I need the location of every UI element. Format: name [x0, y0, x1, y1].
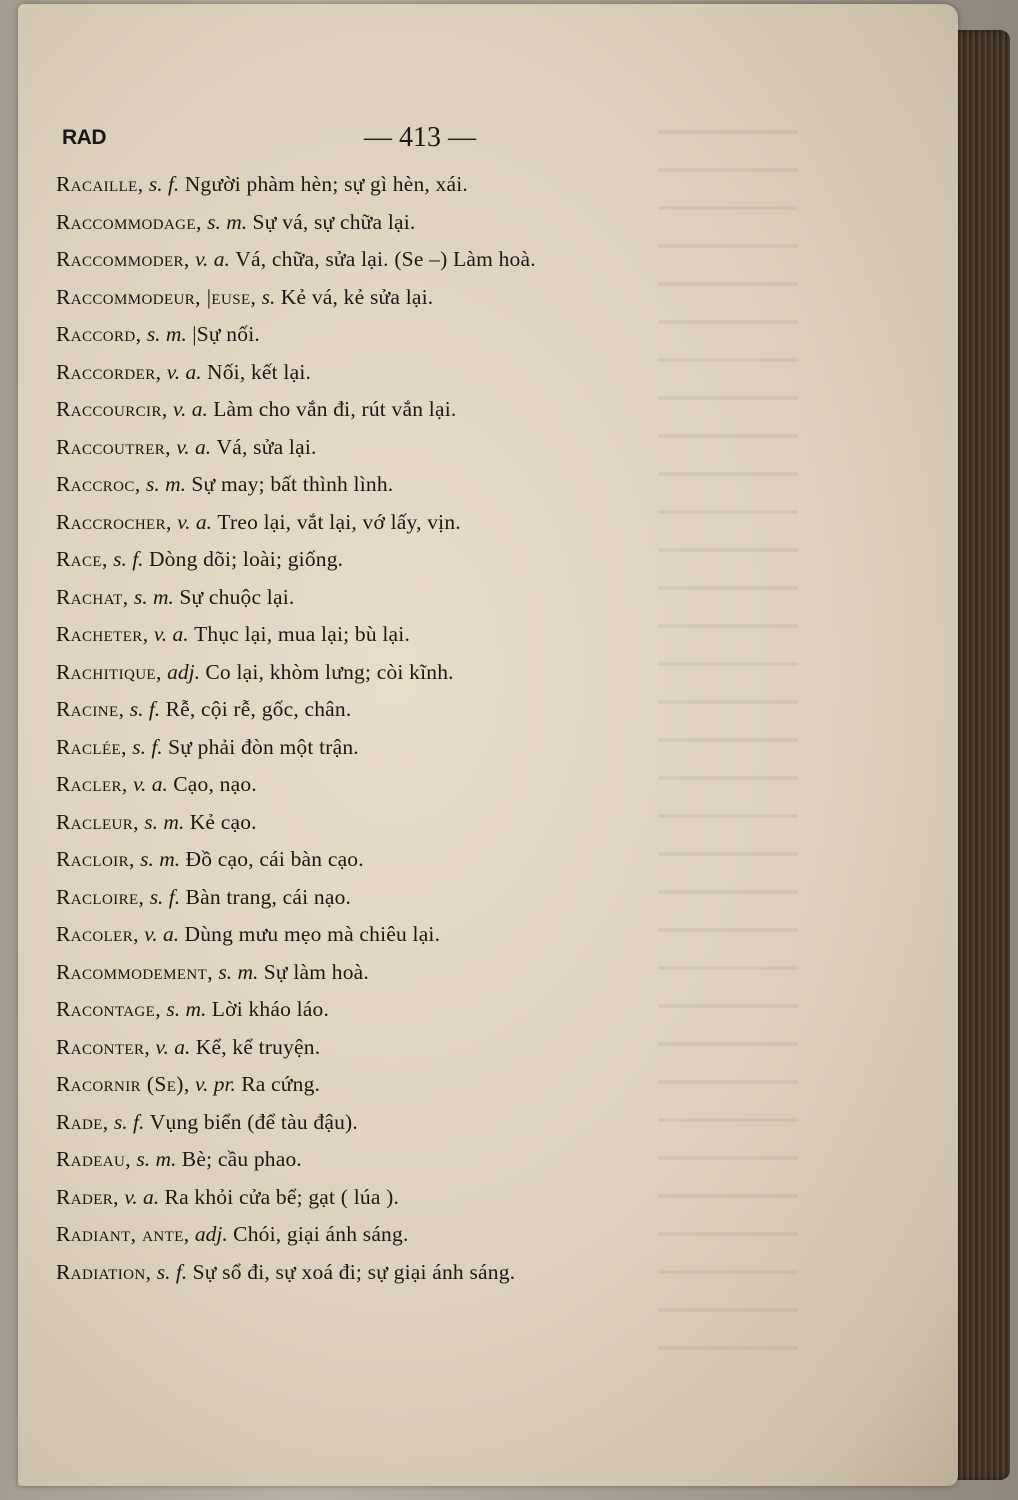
entry-headword: Racleur,: [56, 809, 139, 834]
dictionary-entry: [56, 616, 716, 654]
entry-grammar: s.: [261, 284, 276, 309]
entry-gloss: Ra cứng.: [241, 1072, 321, 1096]
entry-list: [56, 166, 716, 1291]
entry-gloss: Người phàm hèn; sự gì hèn, xái.: [184, 172, 468, 196]
entry-gloss: Thục lại, mua lại; bù lại.: [194, 622, 411, 646]
entry-gloss: |Sự nối.: [192, 322, 260, 346]
running-head: RAD: [62, 126, 106, 149]
entry-headword: Raccrocher,: [56, 509, 172, 534]
entry-gloss: Kẻ vá, kẻ sửa lại.: [280, 284, 434, 309]
entry-headword: Raccroc,: [56, 472, 141, 496]
entry-headword: Radeau,: [56, 1147, 132, 1171]
dictionary-entry: [56, 916, 716, 954]
dictionary-entry: [56, 579, 716, 617]
entry-headword: Raccommodage,: [56, 209, 202, 234]
entry-headword: Raccord,: [56, 322, 142, 346]
entry-headword: Raccorder,: [56, 359, 162, 384]
entry-gloss: Đồ cạo, cái bàn cạo.: [185, 847, 364, 871]
dictionary-entry: [56, 1179, 716, 1217]
entry-gloss: Sự may; bất thình lình.: [191, 472, 394, 496]
entry-grammar: s. m.: [144, 809, 185, 834]
entry-headword: Radiation,: [56, 1259, 152, 1284]
entry-gloss: Vụng biển (để tàu đậu).: [149, 1109, 358, 1134]
dictionary-entry: [56, 1029, 716, 1067]
entry-grammar: s. f.: [156, 1259, 188, 1284]
entry-headword: Raconter,: [56, 1034, 151, 1059]
dictionary-entry: [56, 429, 716, 467]
dictionary-entry: [56, 166, 716, 204]
dictionary-entry: [56, 541, 716, 579]
entry-gloss: Ra khỏi cửa bể; gạt ( lúa ).: [164, 1184, 400, 1209]
entry-gloss: Làm cho vắn đi, rút vắn lại.: [213, 397, 457, 421]
entry-headword: Racheter,: [56, 622, 149, 646]
entry-gloss: Dòng dõi; loài; giống.: [148, 547, 344, 571]
dictionary-entry: [56, 954, 716, 992]
entry-gloss: Cạo, nạo.: [173, 772, 257, 796]
entry-grammar: s. m.: [133, 584, 174, 609]
entry-grammar: v. a.: [195, 247, 230, 271]
entry-grammar: s. f.: [129, 697, 161, 721]
entry-grammar: v. a.: [144, 922, 180, 946]
entry-gloss: Vá, sửa lại.: [216, 434, 317, 459]
dictionary-entry: [56, 879, 716, 917]
entry-grammar: v. pr.: [195, 1072, 236, 1096]
dictionary-entry: [56, 204, 716, 242]
entry-gloss: Sự làm hoà.: [263, 959, 369, 984]
entry-headword: Racontage,: [56, 997, 162, 1021]
entry-grammar: s. m.: [140, 847, 181, 871]
entry-gloss: Chói, giại ánh sáng.: [233, 1222, 409, 1246]
page-header: [62, 122, 482, 156]
entry-gloss: Dùng mưu mẹo mà chiêu lại.: [184, 922, 441, 946]
entry-headword: Raccommodeur, |euse,: [56, 284, 257, 309]
entry-grammar: v. a.: [176, 434, 212, 459]
dictionary-entry: [56, 316, 716, 354]
dictionary-entry: [56, 241, 716, 279]
entry-grammar: v. a.: [166, 359, 202, 384]
entry-grammar: s. m.: [146, 322, 187, 346]
entry-headword: Racloir,: [56, 847, 135, 871]
entry-grammar: v. a.: [133, 772, 168, 796]
entry-grammar: s. f.: [132, 734, 163, 759]
entry-grammar: v. a.: [177, 509, 213, 534]
entry-headword: Rachitique,: [56, 659, 162, 684]
entry-headword: Racloire,: [56, 884, 145, 909]
entry-grammar: adj.: [194, 1222, 228, 1246]
dictionary-entry: [56, 804, 716, 842]
entry-grammar: s. f.: [113, 547, 144, 571]
entry-grammar: s. m.: [145, 472, 187, 496]
entry-gloss: Sự phải đòn một trận.: [168, 734, 359, 759]
entry-headword: Rachat,: [56, 584, 129, 609]
entry-grammar: s. f.: [113, 1109, 145, 1134]
entry-grammar: v. a.: [173, 397, 208, 421]
entry-headword: Raccommoder,: [56, 247, 190, 271]
entry-headword: Racornir (Se),: [56, 1072, 190, 1096]
dictionary-entry: [56, 354, 716, 392]
entry-gloss: Lời kháo láo.: [211, 997, 330, 1021]
dictionary-entry: [56, 1254, 716, 1292]
dictionary-page: [18, 4, 958, 1486]
dictionary-entry: [56, 729, 716, 767]
dictionary-entry: [56, 504, 716, 542]
entry-grammar: v. a.: [124, 1184, 160, 1209]
entry-grammar: adj.: [167, 659, 201, 684]
entry-headword: Rader,: [56, 1184, 119, 1209]
dictionary-entry: [56, 991, 716, 1029]
dictionary-entry: [56, 1141, 716, 1179]
entry-headword: Race,: [56, 547, 108, 571]
entry-headword: Racoler,: [56, 922, 139, 946]
entry-gloss: Vá, chữa, sửa lại. (Se –) Làm hoà.: [235, 247, 536, 271]
entry-gloss: Bàn trang, cái nạo.: [185, 884, 352, 909]
entry-gloss: Rễ, cội rễ, gốc, chân.: [165, 697, 352, 721]
entry-headword: Racommodement,: [56, 959, 213, 984]
dictionary-entry: [56, 841, 716, 879]
entry-gloss: Nối, kết lại.: [206, 359, 312, 384]
dictionary-entry: [56, 691, 716, 729]
dictionary-entry: [56, 391, 716, 429]
dictionary-entry: [56, 466, 716, 504]
dictionary-entry: [56, 1216, 716, 1254]
entry-grammar: s. m.: [136, 1147, 177, 1171]
entry-grammar: s. m.: [218, 959, 259, 984]
entry-gloss: Kẻ cạo.: [189, 809, 257, 834]
dictionary-entry: [56, 279, 716, 317]
entry-grammar: s. f.: [148, 172, 180, 196]
page-number: — 413 —: [364, 122, 476, 153]
dictionary-entry: [56, 766, 716, 804]
entry-gloss: Sự sổ đi, sự xoá đi; sự giại ánh sáng.: [192, 1259, 516, 1284]
entry-headword: Racaille,: [56, 172, 144, 196]
entry-headword: Racler,: [56, 772, 128, 796]
entry-grammar: v. a.: [155, 1034, 191, 1059]
entry-headword: Raccourcir,: [56, 397, 168, 421]
dictionary-entry: [56, 1104, 716, 1142]
entry-headword: Rade,: [56, 1109, 109, 1134]
entry-gloss: Bè; cầu phao.: [181, 1147, 303, 1171]
entry-headword: Racine,: [56, 697, 125, 721]
entry-grammar: s. f.: [149, 884, 181, 909]
entry-grammar: s. m.: [166, 997, 207, 1021]
entry-gloss: Sự chuộc lại.: [179, 584, 295, 609]
dictionary-entry: [56, 654, 716, 692]
entry-headword: Radiant, ante,: [56, 1222, 190, 1246]
entry-grammar: v. a.: [153, 622, 189, 646]
entry-gloss: Co lại, khòm lưng; còi kĩnh.: [205, 659, 454, 684]
entry-gloss: Kể, kể truyện.: [195, 1034, 321, 1059]
dictionary-entry: [56, 1066, 716, 1104]
entry-gloss: Sự vá, sự chữa lại.: [252, 209, 416, 234]
entry-grammar: s. m.: [207, 209, 248, 234]
entry-headword: Raccoutrer,: [56, 434, 171, 459]
entry-headword: Raclée,: [56, 734, 127, 759]
entry-gloss: Treo lại, vắt lại, vớ lấy, vịn.: [217, 509, 461, 534]
